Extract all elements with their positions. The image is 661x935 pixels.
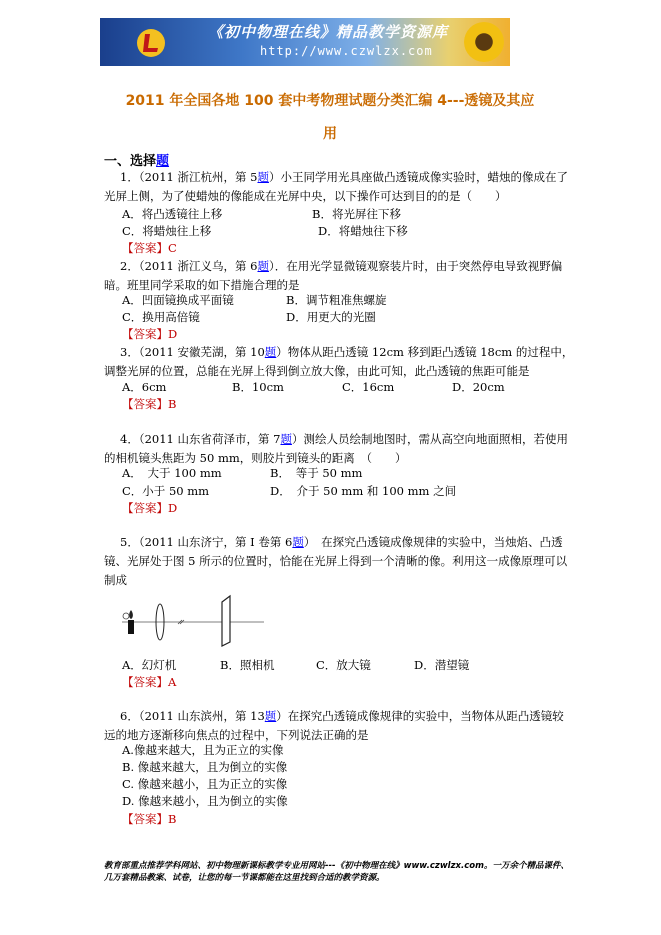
- question-link[interactable]: 题: [257, 259, 269, 273]
- question-1: [104, 168, 574, 206]
- banner-title: 《初中物理在线》精品教学资源库: [208, 23, 449, 41]
- question-number: 6．（2011 山东滨州，第 13: [120, 709, 265, 723]
- answer: 【答案】B: [122, 812, 177, 826]
- question-link[interactable]: 题: [292, 535, 304, 549]
- answer: 【答案】B: [122, 397, 177, 411]
- answer: 【答案】A: [122, 675, 177, 689]
- option-d: D．用更大的光圈: [286, 310, 376, 324]
- banner-url[interactable]: http://www.czwlzx.com: [260, 44, 433, 58]
- option-d: D．20cm: [452, 380, 505, 394]
- option-a: A.像越来越大，且为正立的实像: [122, 743, 284, 757]
- question-text: ）物体从距凸透镜 12cm 移到距凸透镜 18cm 的过程中，调整光屏的位置，总能在光屏上得到倒立放大像，由此可知，此凸透镜的焦距可能是: [104, 345, 574, 378]
- option-c: C．小于 50 mm: [122, 484, 210, 498]
- question-text: ） 在探究凸透镜成像规律的实验中，当烛焰、凸透镜、光屏处于图 5 所示的位置时，恰能在光屏上得到一个清晰的像。利用这一成像原理可以制成: [104, 535, 568, 587]
- option-a: A．凹面镜换成平面镜: [122, 293, 234, 307]
- option-b: B．调节粗准焦螺旋: [286, 293, 387, 307]
- page-footer: 教育部重点推荐学科网站、初中物理新课标教学专业用网站---《初中物理在线》www.czwlzx.com。一万余个精品课件、几万套精品教案、试卷，让您的每一节课都能在这里找到合适的教学资源。: [104, 861, 569, 883]
- optical-bench-figure: [118, 590, 268, 650]
- option-a: A． 大于 100 mm: [122, 466, 222, 480]
- header-banner: [100, 18, 510, 66]
- option-b: B．10cm: [232, 380, 284, 394]
- section-heading: [104, 150, 169, 169]
- answer: 【答案】D: [122, 327, 178, 341]
- question-link[interactable]: 题: [264, 345, 277, 359]
- light-screen-icon: [222, 596, 230, 646]
- option-b: B. 像越来越大，且为倒立的实像: [122, 760, 288, 774]
- question-2: [104, 257, 574, 295]
- option-b: B． 等于 50 mm: [270, 466, 363, 480]
- sunflower-decoration: [464, 22, 504, 62]
- option-c: C．16cm: [342, 380, 395, 394]
- question-link[interactable]: 题: [264, 709, 277, 723]
- question-number: 4．（2011 山东省荷泽市，第 7: [120, 432, 281, 446]
- answer: 【答案】C: [122, 241, 177, 255]
- option-d: D．将蜡烛往下移: [318, 224, 408, 238]
- option-d: D. 像越来越小，且为倒立的实像: [122, 794, 288, 808]
- option-d: D．潜望镜: [414, 658, 470, 672]
- question-number: 3．（2011 安徽芜湖，第 10: [120, 345, 265, 359]
- question-6: [104, 707, 574, 745]
- question-text: ）在探究凸透镜成像规律的实验中，当物体从距凸透镜较远的地方逐渐移向焦点的过程中，下列说法正确的是: [104, 709, 564, 742]
- question-4: [104, 430, 574, 468]
- question-3: [104, 343, 574, 381]
- question-link[interactable]: 题: [257, 170, 269, 184]
- question-text: ）测绘人员绘制地图时，需从高空向地面照相，若使用的相机镜头焦距为 50 mm，则胶片到镜头的距离 （ ）: [104, 432, 568, 465]
- option-c: C．放大镜: [316, 658, 371, 672]
- section-label: 一、选择: [104, 154, 157, 169]
- option-b: B．照相机: [220, 658, 275, 672]
- option-c: C．换用高倍镜: [122, 310, 200, 324]
- document-title-line2: 用: [323, 126, 337, 142]
- option-c: C. 像越来越小，且为正立的实像: [122, 777, 288, 791]
- site-logo-icon: [136, 28, 166, 58]
- question-number: 2．（2011 浙江义乌，第 6: [120, 259, 258, 273]
- question-text: ）．在用光学显微镜观察装片时，由于突然停电导致视野偏暗。班里同学采取的如下措施合理的是: [104, 259, 563, 292]
- option-c: C．将蜡烛往上移: [122, 224, 212, 238]
- option-a: A．将凸透镜往上移: [122, 207, 223, 221]
- question-link[interactable]: 题: [280, 432, 292, 446]
- answer: 【答案】D: [122, 501, 178, 515]
- option-a: A．幻灯机: [122, 658, 177, 672]
- option-a: A．6cm: [122, 380, 167, 394]
- option-b: B．将光屏往下移: [312, 207, 401, 221]
- document-title-line1: 2011 年全国各地 100 套中考物理试题分类汇编 4---透镜及其应: [125, 93, 535, 109]
- question-5: [104, 533, 574, 590]
- question-number: 1．（2011 浙江杭州，第 5: [120, 170, 258, 184]
- option-d: D． 介于 50 mm 和 100 mm 之间: [270, 484, 457, 498]
- section-link[interactable]: 题: [156, 154, 170, 169]
- question-text: ）小王同学用光具座做凸透镜成像实验时，蜡烛的像成在了光屏上侧，为了使蜡烛的像能成在光屏中央，以下操作可达到目的的是（ ）: [104, 170, 568, 203]
- question-number: 5．（2011 山东济宁，第 I 卷第 6: [120, 535, 293, 549]
